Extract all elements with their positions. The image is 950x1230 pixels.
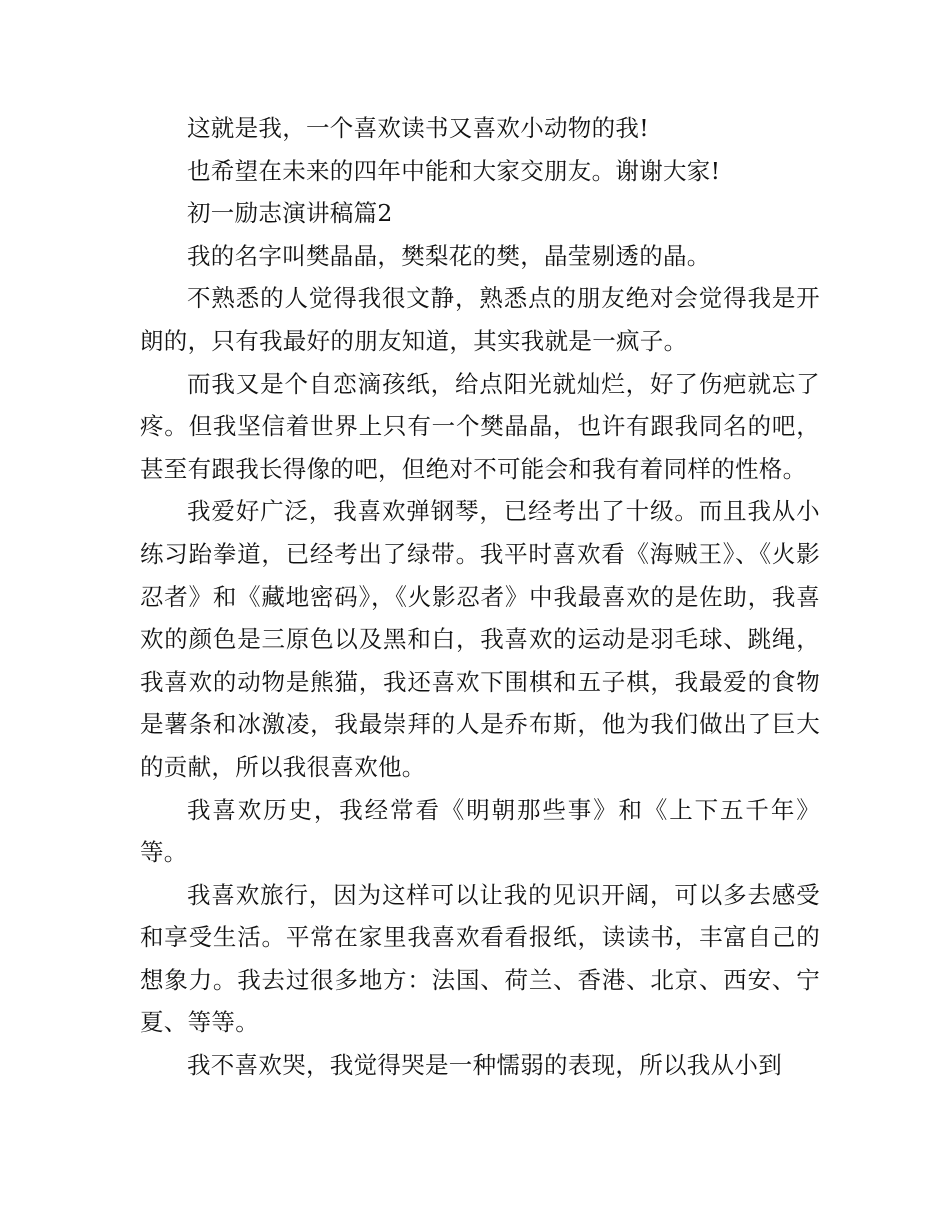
paragraph-3: 我的名字叫樊晶晶，樊梨花的樊，晶莹剔透的晶。 [187,241,711,270]
paragraph-8: 我喜欢旅行，因为这样可以让我的见识开阔，可以多去感受和享受生活。平常在家里我喜欢看看报纸，读读书，丰富自己的想象力。我去过很多地方：法国、荷兰、香港、北京、西安、宁夏、等等。 [140,880,820,1037]
paragraph-4: 不熟悉的人觉得我很文静，熟悉点的朋友绝对会觉得我是开朗的，只有我最好的朋友知道，其实我就是一疯子。 [140,284,820,355]
paragraph-6: 我爱好广泛，我喜欢弹钢琴，已经考出了十级。而且我从小练习跆拳道，已经考出了绿带。我平时喜欢看《海贼王》、《火影忍者》和《藏地密码》，《火影忍者》中我最喜欢的是佐助，我喜欢的颜色是三原色以及黑和白，我喜欢的运动是羽毛球、跳绳，我喜欢的动物是熊猫，我还喜欢下围棋和五子棋，我最爱的食物是薯条和冰激凌，我最崇拜的人是乔布斯，他为我们做出了巨大的贡献，所以我很喜欢他。 [140,497,820,781]
paragraph-2: 也希望在未来的四年中能和大家交朋友。谢谢大家! [187,156,721,185]
section-heading: 初一励志演讲稿篇2 [187,199,393,228]
paragraph-1: 这就是我，一个喜欢读书又喜欢小动物的我! [187,114,649,142]
paragraph-7: 我喜欢历史，我经常看《明朝那些事》和《上下五千年》等。 [140,795,820,867]
paragraph-5: 而我又是个自恋滴孩纸，给点阳光就灿烂，好了伤疤就忘了疼。但我坚信着世界上只有一个樊晶晶，也许有跟我同名的吧，甚至有跟我长得像的吧，但绝对不可能会和我有着同样的性格。 [140,369,820,483]
paragraph-9: 我不喜欢哭，我觉得哭是一种懦弱的表现，所以我从小到 [187,1051,782,1080]
